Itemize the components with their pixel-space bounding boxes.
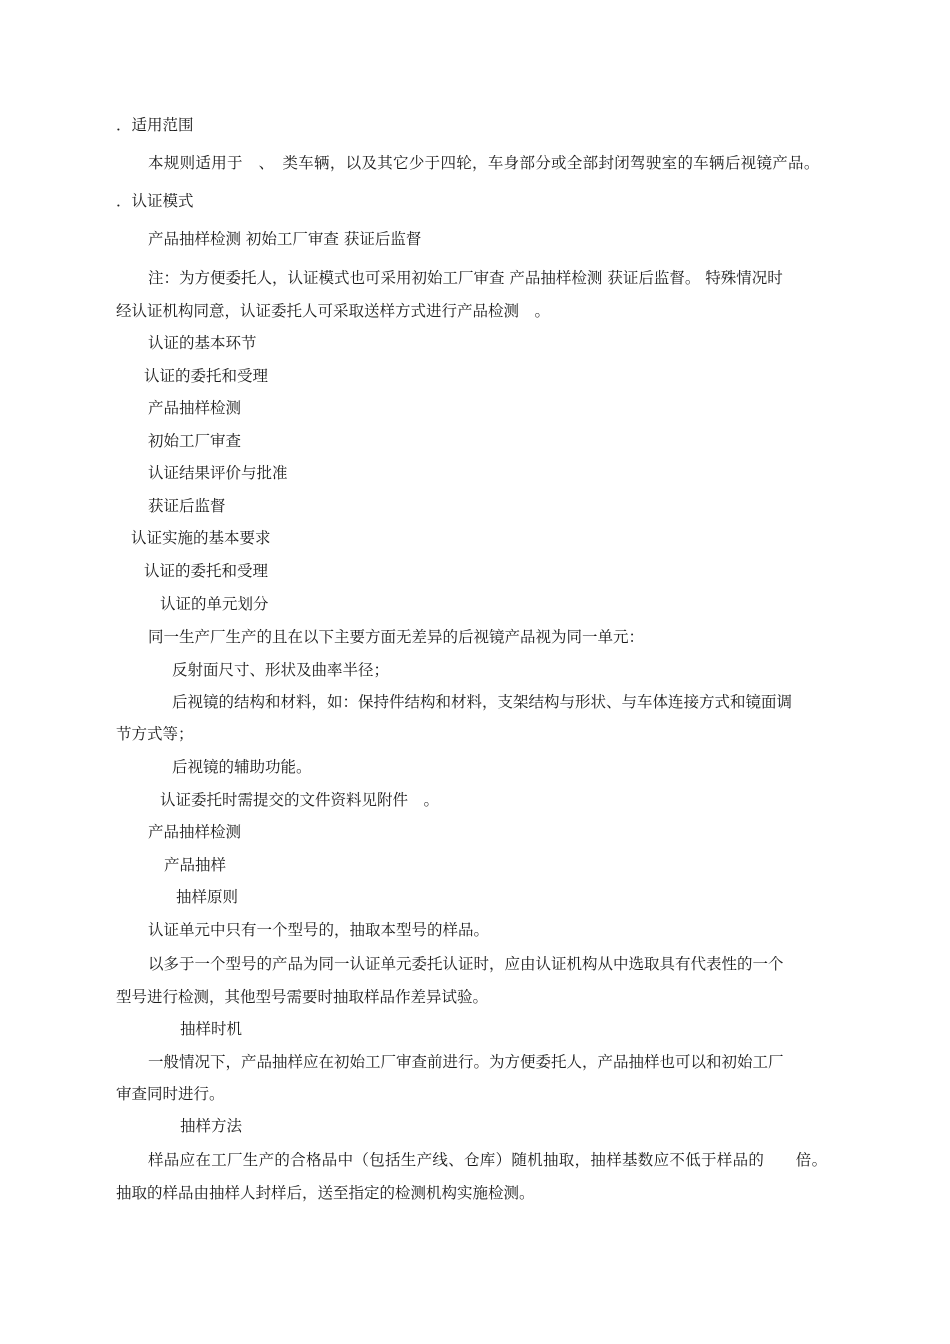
subsection-heading: 抽样时机: [180, 1020, 243, 1038]
section-heading-scope: ．适用范围: [116, 116, 194, 134]
paragraph-continued: 审查同时进行。: [116, 1085, 225, 1103]
list-item: 获证后监督: [148, 497, 226, 515]
note-line-1: 注：为方便委托人，认证模式也可采用初始工厂审查 产品抽样检测 获证后监督。 特殊情况时: [148, 269, 783, 287]
paragraph: 以多于一个型号的产品为同一认证单元委托认证时，应由认证机构从中选取具有代表性的一个: [148, 955, 784, 973]
paragraph-continued: 抽取的样品由抽样人封样后，送至指定的检测机构实施检测。: [116, 1184, 535, 1202]
section-heading-requirements: 认证实施的基本要求: [131, 529, 271, 547]
subsection-heading: 抽样原则: [176, 888, 239, 906]
list-item: 后视镜的辅助功能。: [172, 758, 312, 776]
paragraph-continued: 型号进行检测，其他型号需要时抽取样品作差异试验。: [116, 988, 489, 1006]
paragraph-scope: 本规则适用于 、 类车辆，以及其它少于四轮，车身部分或全部封闭驾驶室的车辆后视镜产品。: [148, 154, 820, 172]
subsection-heading: 产品抽样检测: [148, 823, 242, 841]
list-item: 反射面尺寸、形状及曲率半径；: [172, 661, 390, 679]
paragraph: 同一生产厂生产的且在以下主要方面无差异的后视镜产品视为同一单元：: [148, 628, 645, 646]
list-item: 产品抽样检测: [148, 399, 242, 417]
subsection-heading: 产品抽样: [164, 856, 227, 874]
subsection-heading: 认证的单元划分: [160, 595, 269, 613]
paragraph: 认证委托时需提交的文件资料见附件 。: [160, 791, 440, 809]
list-item: 认证结果评价与批准: [148, 464, 288, 482]
list-item: 初始工厂审查: [148, 432, 242, 450]
note-line-2: 经认证机构同意，认证委托人可采取送样方式进行产品检测 。: [116, 302, 551, 320]
section-heading-mode: ．认证模式: [116, 192, 194, 210]
list-item-continued: 节方式等；: [116, 725, 194, 743]
subsection-heading: 认证的委托和受理: [144, 562, 269, 580]
paragraph: 认证单元中只有一个型号的，抽取本型号的样品。: [148, 921, 490, 939]
list-item: 认证的委托和受理: [144, 367, 269, 385]
paragraph: 一般情况下，产品抽样应在初始工厂审查前进行。为方便委托人，产品抽样也可以和初始工厂: [148, 1053, 784, 1071]
section-heading-basic-steps: 认证的基本环节: [148, 334, 257, 352]
subsection-heading: 抽样方法: [180, 1117, 243, 1135]
paragraph: 样品应在工厂生产的合格品中（包括生产线、仓库）随机抽取，抽样基数应不低于样品的 倍。: [148, 1151, 828, 1169]
paragraph-mode: 产品抽样检测 初始工厂审查 获证后监督: [148, 230, 422, 248]
list-item: 后视镜的结构和材料，如：保持件结构和材料，支架结构与形状、与车体连接方式和镜面调: [172, 693, 793, 711]
